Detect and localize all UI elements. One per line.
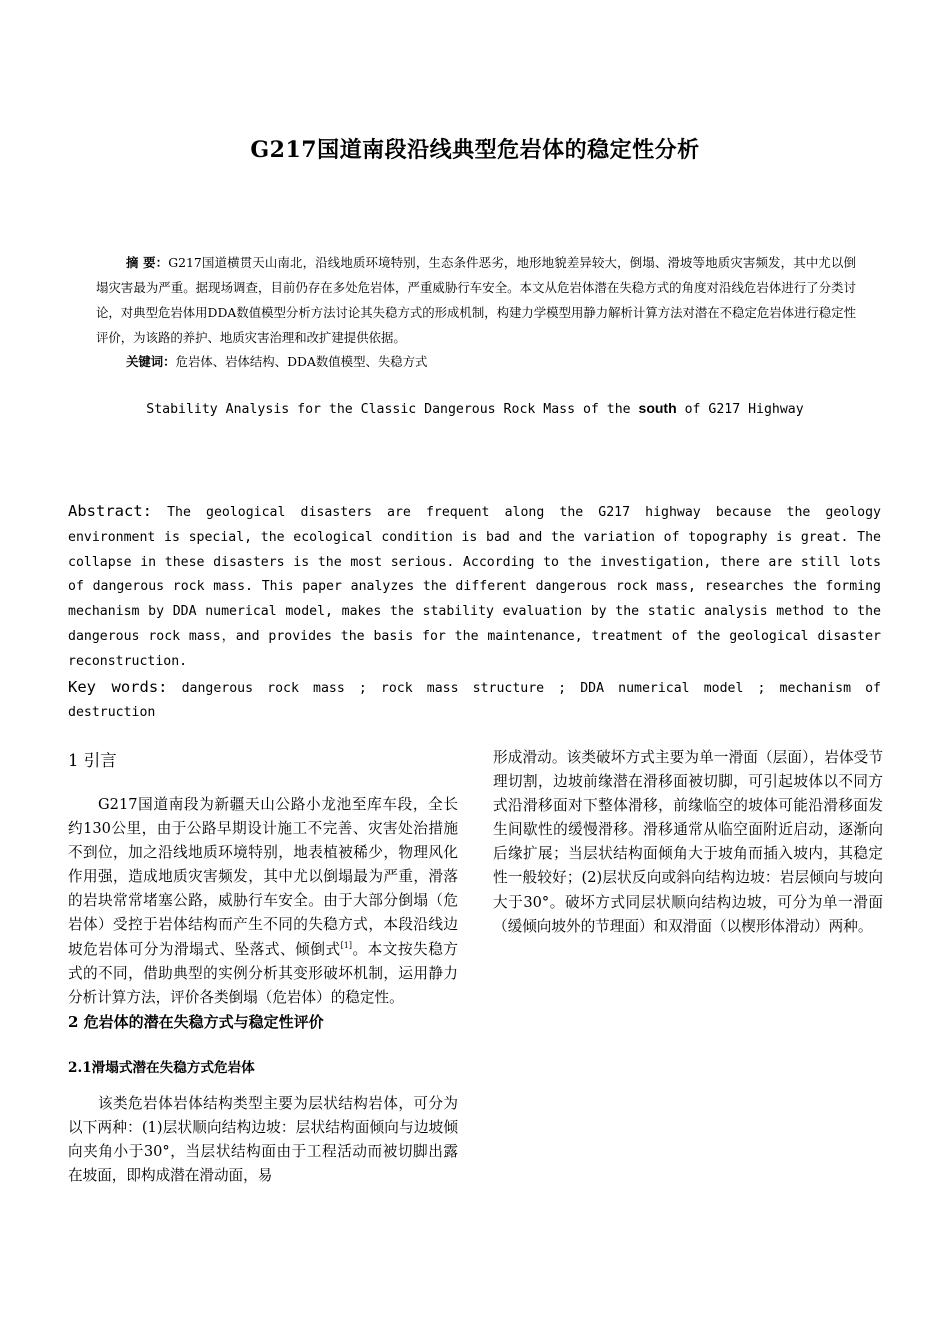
keywords-cn-text: 危岩体、岩体结构、DDA数值模型、失稳方式	[175, 354, 428, 369]
abstract-english	[68, 499, 881, 726]
paper-title: G217国道南段沿线典型危岩体的稳定性分析	[250, 137, 700, 163]
section-2-heading: 2 危岩体的潜在失稳方式与稳定性评价	[68, 1012, 324, 1031]
citation-ref: [1]	[340, 940, 352, 950]
english-title	[0, 400, 950, 417]
right-column	[493, 746, 883, 939]
section-1-paragraph	[68, 793, 458, 1010]
section-1-heading: 1 引言	[68, 751, 117, 770]
english-title-part2: of G217 Highway	[676, 402, 804, 417]
section-1-text-b: 。本文按失稳方式的不同，借助典型的实例分析其变形破坏机制，运用静力分析计算方法，评价各类倒塌（危岩体）的稳定性。	[68, 940, 458, 1006]
abstract-cn-text: G217国道横贯天山南北，沿线地质环境特别，生态条件恶劣，地形地貌差异较大，倒塌、滑坡等地质灾害频发，其中尤以倒塌灾害最为严重。据现场调查，目前仍存在多处危岩体，严重威胁行车安全。本文从危岩体潜在失稳方式的角度对沿线危岩体进行了分类讨论，对典型危岩体用DDA数值模型分析方法讨论其失稳方式的形成机制，构建力学模型用静力解析计算方法对潜在不稳定危岩体进行稳定性评价，为该路的养护、地质灾害治理和改扩建提供依据。	[96, 255, 856, 345]
keywords-en-label: Key words:	[68, 677, 168, 696]
abstract-en-text: The geological disasters are frequent along the G217 highway because the geology environment is special, the ecological condition is bad and the variation of topography is great. The collapse in these disasters is the most serious. According to the investigation, there are still lots of dangerous rock mass. This paper analyzes the different dangerous rock mass, researches the forming mechanism by DDA numerical model, makes the stability evaluation by the static analysis method to the dangerous rock mass，and provides the basis for the maintenance, treatment of the geological disaster reconstruction.	[68, 505, 881, 669]
english-title-part1: Stability Analysis for the Classic Dangerous Rock Mass of the	[146, 402, 639, 417]
abstract-en-paragraph	[68, 499, 881, 675]
section-2-1-heading: 2.1滑塌式潜在失稳方式危岩体	[68, 1059, 255, 1076]
english-title-south: south	[638, 400, 677, 416]
abstract-chinese	[96, 250, 856, 350]
keywords-en-text: dangerous rock mass ; rock mass structure ; DDA numerical model ; mechanism of destruction	[68, 680, 881, 721]
abstract-en-label: Abstract:	[68, 502, 152, 520]
section-2-1-continued: 形成滑动。该类破坏方式主要为单一滑面（层面），岩体受节理切割，边坡前缘潜在滑移面被切脚，可引起坡体以不同方式沿滑移面对下整体滑移，前缘临空的坡体可能沿滑移面发生间歇性的缓慢滑移。滑移通常从临空面附近启动，逐渐向后缘扩展；当层状结构面倾角大于坡角而插入坡内，其稳定性一般较好；(2)层状反向或斜向结构边坡：岩层倾向与坡向大于30°。破坏方式同层状顺向结构边坡，可分为单一滑面（缓倾向坡外的节理面）和双滑面（以楔形体滑动）两种。	[493, 749, 883, 935]
section-2-1-paragraph: 该类危岩体岩体结构类型主要为层状结构岩体，可分为以下两种：(1)层状顺向结构边坡：层状结构面倾向与边坡倾向夹角小于30°，当层状结构面由于工程活动而被切脚出露在坡面，即构成潜在滑动面，易	[68, 1094, 458, 1185]
keywords-chinese	[126, 349, 846, 374]
keywords-en-paragraph	[68, 675, 881, 727]
left-column	[68, 746, 458, 1188]
abstract-cn-label: 摘 要：	[126, 255, 169, 270]
keywords-cn-label: 关键词：	[126, 354, 176, 369]
section-1-text-a: G217国道南段为新疆天山公路小龙池至库车段，全长约130公里，由于公路早期设计施工不完善、灾害处治措施不到位，加之沿线地质环境特别，地表植被稀少，物理风化作用强，造成地质灾害频发，其中尤以倒塌最为严重，滑落的岩块常常堵塞公路，威胁行车安全。由于大部分倒塌（危岩体）受控于岩体结构而产生不同的失稳方式，本段沿线边坡危岩体可分为滑塌式、坠落式、倾倒式	[68, 796, 458, 958]
